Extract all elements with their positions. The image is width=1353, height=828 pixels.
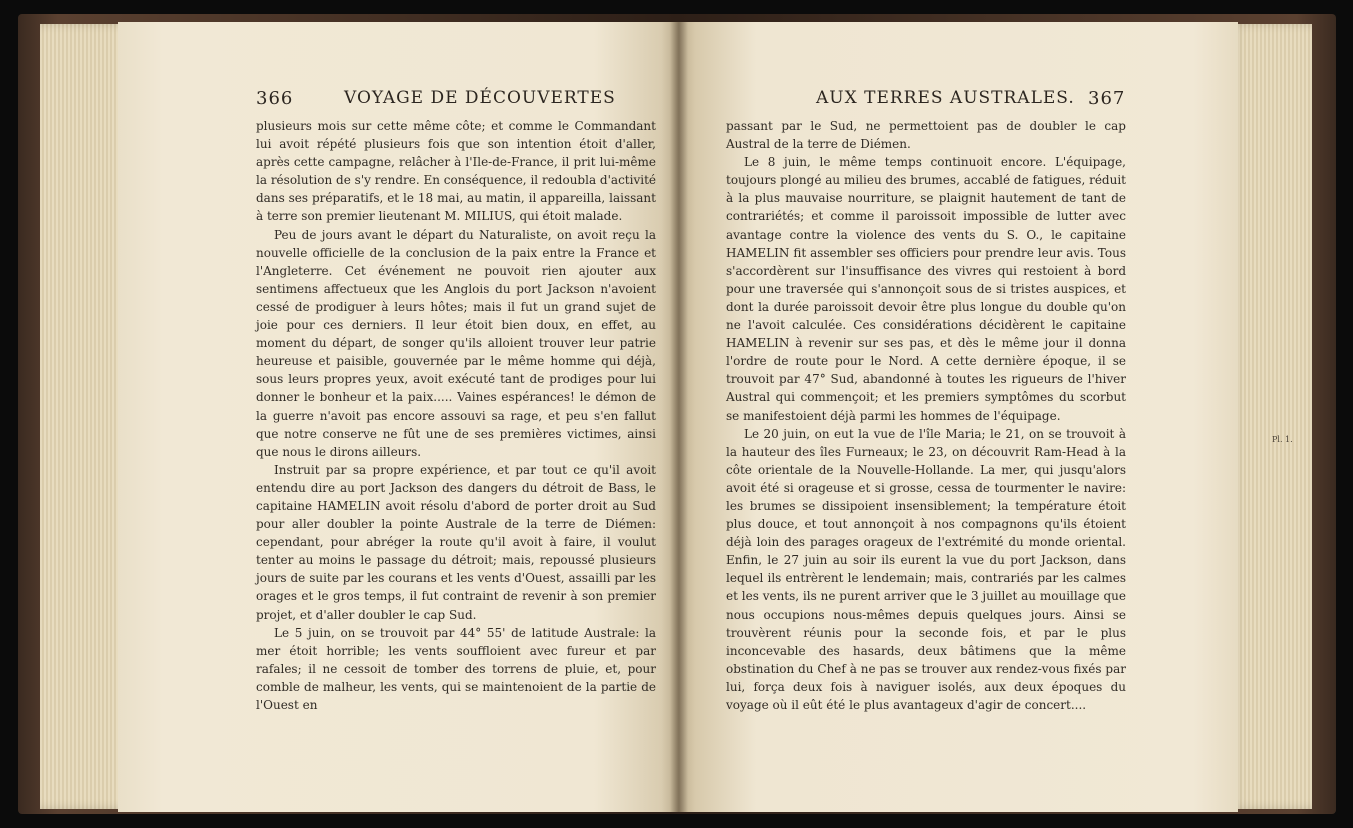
right-page-body <box>726 117 1126 714</box>
left-page <box>118 22 678 812</box>
paragraph: Peu de jours avant le départ du Naturaliste, on avoit reçu la nouvelle officielle de la conclusion de la paix entre la France et l'Angleterre. Cet événement ne pouvoit rien ajouter aux sentimens affectueux que les Anglois du port Jackson n'avoient cessé de prodiguer à leurs hôtes; mais il fut un grand sujet de joie pour ces derniers. Il leur étoit bien doux, en effet, au moment du départ, de songer qu'ils alloient trouver leur patrie heureuse et paisible, gouvernée par le même homme qui déjà, sous leurs propres yeux, avoit exécuté tant de prodiges pour lui donner le bonheur et la paix..... Vaines espérances! le démon de la guerre n'avoit pas encore assouvi sa rage, et peu s'en fallut que notre conserve ne fût une de ses premières victimes, ainsi que nous le dirons ailleurs. <box>256 227 656 459</box>
left-page-body <box>256 117 656 714</box>
paragraph: Le 5 juin, on se trouvoit par 44° 55' de latitude Australe: la mer étoit horrible; les vents souffloient avec fureur et par rafales; il ne cessoit de tomber des torrens de pluie, et, pour comble de malheur, les vents, qui se maintenoient de la partie de l'Ouest en <box>256 625 656 712</box>
margin-note: Pl. 1. <box>1272 435 1293 444</box>
paragraph: passant par le Sud, ne permettoient pas de doubler le cap Austral de la terre de Diémen. <box>726 119 1126 152</box>
running-head: VOYAGE DE DÉCOUVERTES <box>344 88 616 108</box>
paragraph: Le 20 juin, on eut la vue de l'île Maria; le 21, on se trouvoit à la hauteur des îles Furneaux; le 23, on découvrit Ram-Head à la côte orientale de la Nouvelle-Hollande. La mer, qui jusqu'alors avoit été si orageuse et si grosse, cessa de tourmenter le navire: les brumes se dissipoient insensiblement; la température étoit plus douce, et tout annonçoit à nos compagnons qu'ils étoient déjà loin des parages orageux de l'extrémité du monde oriental. Enfin, le 27 juin au soir ils eurent la vue du port Jackson, dans lequel ils entrèrent le lendemain; mais, contrariés par les calmes et les vents, ils ne purent arriver que le 3 juillet au mouillage que nous occupions nous-mêmes depuis quelques jours. Ainsi se trouvèrent réunis pour la seconde fois, et par le plus inconcevable des hasards, deux bâtimens que la même obstination du Chef à ne pas se trouver aux rendez-vous fixés par lui, força deux fois à naviguer isolés, aux deux époques du voyage où il eût été le plus avantageux d'agir de concert.... <box>726 426 1126 712</box>
page-number: 366 <box>256 88 294 109</box>
page-number: 367 <box>1088 88 1126 109</box>
paragraph: Instruit par sa propre expérience, et par tout ce qu'il avoit entendu dire au port Jackson des dangers du détroit de Bass, le capitaine HAMELIN avoit résolu d'abord de porter droit au Sud pour aller doubler la pointe Australe de la terre de Diémen: cependant, pour abréger la route qu'il avoit à faire, il voulut tenter au moins le passage du détroit; mais, repoussé plusieurs jours de suite par les courans et les vents d'Ouest, assailli par les orages et le gros temps, il fut contraint de revenir à son premier projet, et d'aller doubler le cap Sud. <box>256 462 656 622</box>
paragraph: Le 8 juin, le même temps continuoit encore. L'équipage, toujours plongé au milieu des brumes, accablé de fatigues, réduit à la plus mauvaise nourriture, se plaignit hautement de tant de contrariétés; et comme il paroissoit impossible de lutter avec avantage contre la violence des vents du S. O., le capitaine HAMELIN fit assembler ses officiers pour prendre leur avis. Tous s'accordèrent sur l'insuffisance des vivres qui restoient à bord pour une traversée qui s'annonçoit sous de si tristes auspices, et dont la durée paroissoit devoir être plus longue du double qu'on ne l'avoit calculée. Ces considérations décidèrent le capitaine HAMELIN à revenir sur ses pas, et dès le même jour il donna l'ordre de route pour le Nord. A cette dernière époque, il se trouvoit par 47° Sud, abandonné à toutes les rigueurs de l'hiver Austral qui commençoit; et les premiers symptômes du scorbut se manifestoient déjà parmi les hommes de l'équipage. <box>726 155 1126 423</box>
page-edges-right <box>1230 24 1312 809</box>
paragraph: plusieurs mois sur cette même côte; et comme le Commandant lui avoit répété plusieurs fois que son intention étoit d'aller, après cette campagne, relâcher à l'Ile-de-France, il prit lui-même la résolution de s'y rendre. En conséquence, il redoubla d'activité dans ses préparatifs, et le 18 mai, au matin, il appareilla, laissant à terre son premier lieutenant M. MILIUS, qui étoit malade. <box>256 119 656 224</box>
right-page <box>678 22 1238 812</box>
running-head: AUX TERRES AUSTRALES. <box>816 88 1075 108</box>
book-gutter <box>670 22 688 812</box>
